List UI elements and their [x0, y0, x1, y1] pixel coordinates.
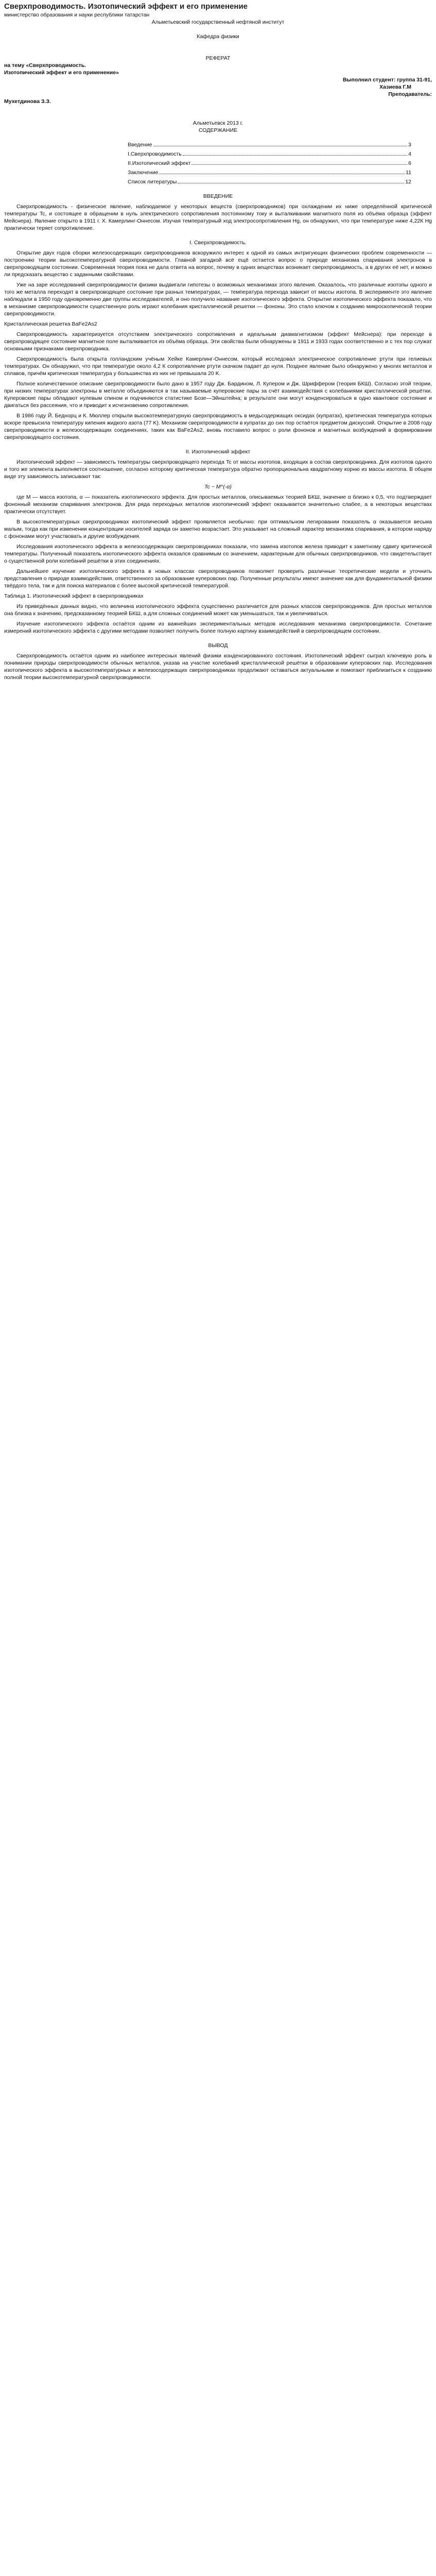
section-1-paragraph: Открытие двух годов сборки железосодержащих сверхпроводников вскоружило интерес к одной из самых интригующих физических проблем современности — построению теории высокотемпературной сверхпроводимости. Главной загадкой всё ещё остается вопрос о природе механизма спаривания электронов в сверхпроводящем состоянии. Современная теория пока не дала ответа на вопрос, почему в одних веществах возникает сверхпроводимость, а в других её нет, и можно ли предсказать вещество с заданными свойствами. [4, 250, 432, 278]
toc-item-page: 11 [406, 170, 411, 176]
ministry-line: министерство образования и науки республики татарстан [4, 12, 150, 18]
toc-item-page: 4 [408, 151, 411, 157]
section-2-paragraph: Изучение изотопического эффекта остаётся одним из важнейших экспериментальных методов исследования механизма сверхпроводимости. Сочетание измерений изотопического эффекта с другими методами позволяет получить более полную картину взаимодействий в сверхпроводящем состоянии. [4, 621, 432, 634]
conclusion-heading: ВЫВОД [208, 642, 228, 649]
document [0, 0, 436, 681]
section-2-paragraph: где M — масса изотопа, α — показатель изотопического эффекта. Для простых металлов, описываемых теорией БКШ, значение α близко к 0,5, что подтверждает фононный механизм спаривания электронов. Для ряда переходных металлов изотопический эффект оказывается значительно слабее, а в некоторых веществах практически отсутствует. [4, 494, 432, 515]
report-topic-line-2: Изотопический эффект и его применение» [4, 70, 119, 76]
section-2-paragraph: Из приведённых данных видно, что величина изотопического эффекта существенно различается для разных классов сверхпроводников. Для простых металлов она близка к значению, предсказанному теорией БКШ, а для сложных соединений может как уменьшаться, так и увеличиваться. [4, 603, 432, 617]
report-label: РЕФЕРАТ [205, 55, 231, 61]
toc-leader [191, 164, 407, 165]
section-1-heading: I. Сверхпроводимость. [189, 240, 247, 246]
section-1-paragraph: Уже на заре исследований сверхпроводимости физики выдвигали гипотезы о возможных механизмах этого явления. Оказалось, что различные изотопы одного и того же металла переходят в сверхпроводящее состояние при разных температурах, — температура перехода зависит от массы изотопа. В эксперименте это явление наблюдали в 1950 году одновременно две группы исследователей, и оно получило название изотопического эффекта. Открытие изотопического эффекта показало, что в механизме сверхпроводимости существенную роль играют колебания кристаллической решетки — фононы. Это стало ключом к созданию микроскопической теории сверхпроводимости. [4, 282, 432, 317]
table-caption: Таблица 1. Изотопический эффект в сверхпроводниках [4, 593, 144, 599]
section-2-heading: II. Изотопический эффект [185, 449, 251, 455]
toc-item[interactable] [25, 169, 411, 176]
topic-prefix: на тему [4, 62, 26, 69]
section-1-paragraph: Полное количественное описание сверхпроводимости было дано в 1957 году Дж. Бардином, Л. Купером и Дж. Шриффером (теория БКШ). Согласно этой теории, при низких температурах электроны в металле объединяются в так называемые куперовские пары за счёт взаимодействия с колебаниями кристаллической решётки. Куперовские пары обладают нулевым спином и подчиняются статистике Бозе—Эйнштейна; в результате они могут конденсироваться в одно квантовое состояние и двигаться без рассеяния, что и приводит к исчезновению сопротивления. [4, 381, 432, 409]
topic-part-1: «Сверхпроводимость. [26, 62, 86, 69]
toc-item-page: 12 [405, 179, 411, 185]
toc-item[interactable] [25, 160, 411, 167]
section-2-paragraph: Дальнейшее изучение изотопического эффекта в новых классах сверхпроводников позволяет проверить различные теоретические модели и уточнить представления о природе взаимодействия, ответственного за образование куперовских пар. Полученные результаты имеют значение как для фундаментальной физики твёрдого тела, так и для поиска материалов с более высокой критической температурой. [4, 568, 432, 589]
toc-item[interactable] [25, 150, 411, 158]
student-name: Хазиева Г.М [379, 84, 411, 90]
intro-heading: ВВЕДЕНИЕ [203, 193, 233, 199]
report-topic-line-1 [4, 62, 432, 69]
teacher-label: Преподаватель: [388, 91, 432, 97]
toc-leader [183, 155, 407, 156]
section-2-paragraph: Изотопический эффект — зависимость температуры сверхпроводящего перехода Tc от массы изотопов, входящих в состав сверхпроводника. Для изотопов одного и того же элемента выполняется соотношение, согласно которому критическая температура обратно пропорциональна квадратному корню из массы изотопа. В общем виде эту зависимость записывают так: [4, 459, 432, 480]
toc-item-title: Список литературы [128, 179, 177, 185]
isotope-formula: Tc ~ M^(-α) [204, 484, 232, 490]
table-of-contents [25, 141, 411, 185]
toc-item-title: Введение [128, 142, 152, 148]
section-1-subheading: Кристаллическая решетка BaFe2As2 [4, 321, 97, 327]
department-line: Кафедра физики [197, 33, 239, 40]
document-title: Сверхпроводимость. Изотопический эффект и его применение [4, 2, 248, 11]
toc-heading: СОДЕРЖАНИЕ [198, 127, 238, 133]
toc-item-page: 3 [408, 142, 411, 148]
section-2-paragraph: В высокотемпературных сверхпроводниках изотопический эффект проявляется необычно: при оптимальном легировании показатель α оказывается весьма малым, тогда как при изменении концентрации носителей заряда он заметно возрастает. Это указывает на сложный характер механизма спаривания, в котором наряду с фононами могут участвовать и другие возбуждения. [4, 519, 432, 539]
toc-item[interactable] [25, 141, 411, 148]
toc-item-title: Заключение [128, 170, 159, 176]
toc-item-page: 6 [408, 160, 411, 166]
institute-line: Альметьевский государственный нефтяной институт [151, 19, 285, 25]
section-1-paragraph: В 1986 году Й. Беднорц и К. Мюллер открыли высокотемпературную сверхпроводимость в медьсодержащих оксидах (купратах), критическая температура которых вскоре превысила температуру кипения жидкого азота (77 K). Механизм сверхпроводимости в купратах до сих пор остаётся предметом дискуссий. Открытие в 2008 году сверхпроводимости в железосодержащих соединениях, таких как BaFe2As2, вновь поставило вопрос о роли фононов и магнитных возбуждений в формировании сверхпроводящего состояния. [4, 413, 432, 440]
teacher-name: Мухетдинова З.З. [4, 98, 51, 105]
city-year: Альметьевск 2013 г. [193, 120, 243, 126]
student-label: Выполнил студент: группа 31-91, [342, 77, 432, 83]
topic-student-row [4, 69, 432, 76]
section-1-paragraph: Сверхпроводимость была открыта голландским учёным Хейке Камерлинг-Оннесом, который исследовал электрическое сопротивление ртути при гелиевых температурах. Он обнаружил, что при температуре около 4,2 К сопротивление ртути скачком падает до нуля. Позднее явление было обнаружено у многих металлов и сплавов, причём критическая температура у большинства из них не превышала 20 K. [4, 356, 432, 377]
section-2-paragraph: Исследования изотопического эффекта в железосодержащих сверхпроводниках показали, что замена изотопов железа приводит к заметному сдвигу критической температуры. Полученный показатель изотопического эффекта оказался сравнимым со значением, характерным для обычных сверхпроводников, что свидетельствует о существенной роли колебаний решётки в этих соединениях. [4, 544, 432, 564]
toc-item-title: I.Сверхпроводимость [128, 151, 182, 157]
intro-paragraph: Сверхпроводимость - физическое явление, наблюдаемое у некоторых веществ (сверхпроводников) при охлаждении их ниже определённой критической температуры Tc, и состоящее в обращении в нуль электрического сопротивления постоянному току и выталкивании магнитного поля из объёма образца (эффект Мейснера). Явление открыто в 1911 г. Х. Камерлинг-Оннесом. Изучая температурный ход электросопротивления Hg, он обнаружил, что при температуре ниже 4,22К Hg практически теряет сопротивление. [4, 204, 432, 231]
toc-item-title: II.Изотопический эффект [128, 160, 191, 166]
conclusion-paragraph: Сверхпроводимость остаётся одним из наиболее интересных явлений физики конденсированного состояния. Изотопический эффект сыграл ключевую роль в понимании природы сверхпроводимости обычных металлов, указав на участие колебаний кристаллической решётки в образовании куперовских пар. Исследования изотопического эффекта в высокотемпературных и железосодержащих сверхпроводниках продолжают оставаться актуальными и помогают приблизиться к созданию полной теории высокотемпературной сверхпроводимости. [4, 653, 432, 681]
section-1-paragraph: Сверхпроводимость характеризуется отсутствием электрического сопротивления и идеальным диамагнетизмом (эффект Мейснера): при переходе в сверхпроводящее состояние магнитное поле выталкивается из объёма образца. Эти свойства были обнаружены в 1911 и 1933 годах соответственно и с тех пор служат основными признаками сверхпроводника. [4, 331, 432, 352]
toc-item[interactable] [25, 178, 411, 185]
